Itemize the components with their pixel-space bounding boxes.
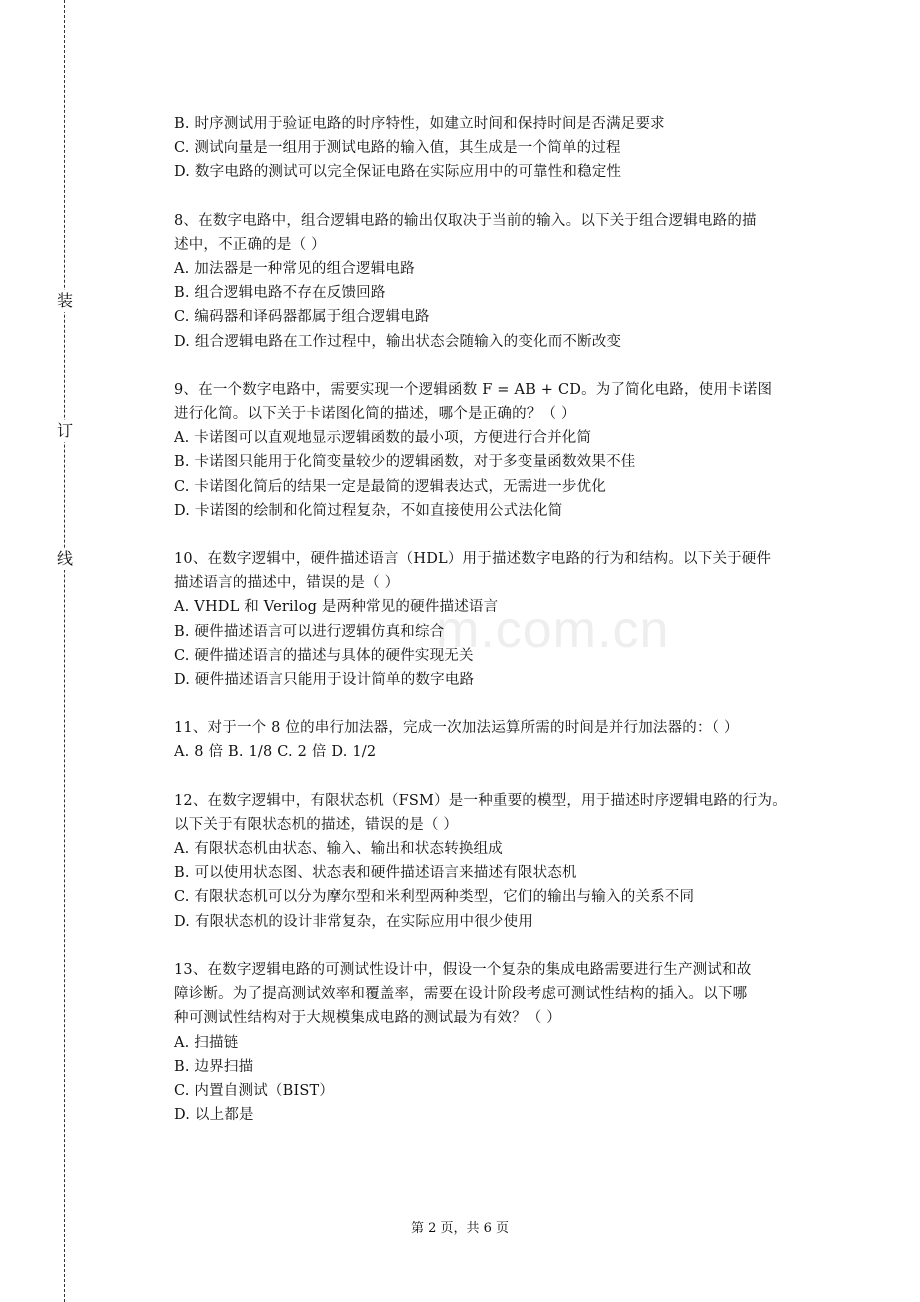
- option-line: A. VHDL 和 Verilog 是两种常见的硬件描述语言: [174, 599, 499, 616]
- option-line: B. 硬件描述语言可以进行逻辑仿真和综合: [174, 623, 445, 640]
- question-stem-line: 障诊断。为了提高测试效率和覆盖率，需要在设计阶段考虑可测试性结构的插入。以下哪: [174, 986, 748, 1003]
- binding-label-zhuang: 装: [56, 291, 73, 310]
- option-line: A. 扫描链: [174, 1034, 239, 1051]
- watermark: m.com.cn: [436, 601, 670, 659]
- question-11: [174, 716, 824, 764]
- option-line: B. 边界扫描: [174, 1058, 254, 1075]
- question-stem-line: 描述语言的描述中，错误的是（ ）: [174, 575, 400, 592]
- continued-options: [174, 112, 824, 185]
- option-line: C. 内置自测试（BIST）: [174, 1082, 335, 1099]
- question-stem-line: 11、对于一个 8 位的串行加法器，完成一次加法运算所需的时间是并行加法器的：（ ）: [174, 720, 739, 737]
- question-stem-line: 8、在数字电路中，组合逻辑电路的输出仅取决于当前的输入。以下关于组合逻辑电路的描: [174, 212, 757, 229]
- question-stem-line: 种可测试性结构对于大规模集成电路的测试最为有效？（ ）: [174, 1010, 562, 1027]
- question-8: [174, 209, 824, 354]
- question-stem-line: 进行化简。以下关于卡诺图化简的描述，哪个是正确的？（ ）: [174, 406, 576, 423]
- question-content: [174, 112, 824, 1127]
- binding-label-ding: 订: [56, 421, 73, 440]
- option-line: D. 有限状态机的设计非常复杂，在实际应用中很少使用: [174, 913, 534, 930]
- option-line: D. 以上都是: [174, 1107, 254, 1124]
- option-line: C. 硬件描述语言的描述与具体的硬件实现无关: [174, 647, 474, 664]
- question-stem-line: 述中，不正确的是（ ）: [174, 236, 326, 253]
- question-stem-line: 9、在一个数字电路中，需要实现一个逻辑函数 F = AB + CD。为了简化电路，使用卡诺图: [174, 381, 773, 398]
- option-line: A. 卡诺图可以直观地显示逻辑函数的最小项，方便进行合并化简: [174, 430, 592, 447]
- question-9: [174, 378, 824, 523]
- option-line: C. 有限状态机可以分为摩尔型和米利型两种类型，它们的输出与输入的关系不同: [174, 889, 695, 906]
- option-line: A. 有限状态机由状态、输入、输出和状态转换组成: [174, 841, 503, 858]
- option-line: D. 卡诺图的绘制和化简过程复杂，不如直接使用公式法化简: [174, 502, 563, 519]
- question-13: [174, 958, 824, 1127]
- binding-label-xian: 线: [56, 549, 73, 568]
- option-line: A. 8 倍 B. 1/8 C. 2 倍 D. 1/2: [174, 744, 377, 761]
- option-line: D. 数字电路的测试可以完全保证电路在实际应用中的可靠性和稳定性: [174, 164, 622, 181]
- option-line: C. 测试向量是一组用于测试电路的输入值，其生成是一个简单的过程: [174, 140, 621, 157]
- option-line: C. 编码器和译码器都属于组合逻辑电路: [174, 309, 430, 326]
- option-line: D. 组合逻辑电路在工作过程中，输出状态会随输入的变化而不断改变: [174, 333, 622, 350]
- option-line: A. 加法器是一种常见的组合逻辑电路: [174, 261, 415, 278]
- option-line: B. 时序测试用于验证电路的时序特性，如建立时间和保持时间是否满足要求: [174, 116, 665, 132]
- question-stem-line: 12、在数字逻辑中，有限状态机（FSM）是一种重要的模型，用于描述时序逻辑电路的行为。: [174, 792, 787, 809]
- option-line: B. 可以使用状态图、状态表和硬件描述语言来描述有限状态机: [174, 865, 577, 882]
- option-line: C. 卡诺图化简后的结果一定是最简的逻辑表达式，无需进一步优化: [174, 478, 606, 495]
- option-line: D. 硬件描述语言只能用于设计简单的数字电路: [174, 672, 475, 689]
- question-stem-line: 10、在数字逻辑中，硬件描述语言（HDL）用于描述数字电路的行为和结构。以下关于硬件: [174, 551, 772, 568]
- page-footer: 第 2 页，共 6 页: [410, 1221, 510, 1236]
- question-stem-line: 以下关于有限状态机的描述，错误的是（ ）: [174, 816, 459, 833]
- option-line: B. 卡诺图只能用于化简变量较少的逻辑函数，对于多变量函数效果不佳: [174, 454, 636, 471]
- question-10: [174, 547, 824, 692]
- binding-dashed-line: [64, 0, 65, 1302]
- question-12: [174, 789, 824, 934]
- option-line: B. 组合逻辑电路不存在反馈回路: [174, 285, 386, 302]
- question-stem-line: 13、在数字逻辑电路的可测试性设计中，假设一个复杂的集成电路需要进行生产测试和故: [174, 961, 752, 978]
